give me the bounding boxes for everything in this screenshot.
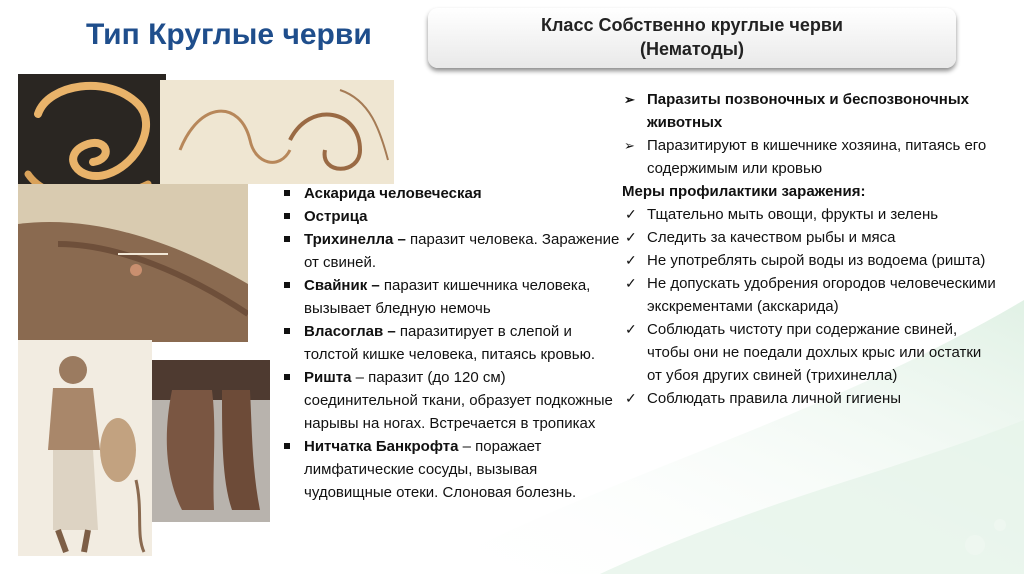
list-item: ✓ Не допускать удобрения огородов человеческими экскрементами (акскарида) xyxy=(622,272,997,318)
list-item: ➢ Паразиты позвоночных и беспозвоночных животных xyxy=(622,88,997,134)
list-item: Аскарида человеческая xyxy=(282,182,622,205)
list-item: ✓ Соблюдать чистоту при содержание свиней, чтобы они не поедали дохлых крыс или остатки от убоя других свиней (трихинелла) xyxy=(622,318,997,387)
list-item: Острица xyxy=(282,205,622,228)
characteristics-list xyxy=(622,88,997,180)
list-item: ✓ Следить за качеством рыбы и мяса xyxy=(622,226,997,249)
class-name: Класс Собственно круглые черви xyxy=(541,15,843,35)
list-item: Ришта – паразит (до 120 см) соединительной ткани, образует подкожные нарывы на ногах. Встречается в тропиках xyxy=(282,366,622,435)
pinworm-photo xyxy=(160,80,394,184)
elephantiasis-illustration xyxy=(18,340,152,556)
list-item: Свайник – паразит кишечника человека, вызывает бледную немочь xyxy=(282,274,622,320)
list-item: ➢ Паразитируют в кишечнике хозяина, питаясь его содержимым или кровью xyxy=(622,134,997,180)
list-item: Трихинелла – паразит человека. Заражение от свиней. xyxy=(282,228,622,274)
swollen-legs-photo xyxy=(152,360,270,522)
species-list xyxy=(282,182,622,504)
class-subname: (Нематоды) xyxy=(640,39,744,59)
class-header-box xyxy=(428,8,956,68)
list-item: Власоглав – паразитирует в слепой и толстой кишке человека, питаясь кровью. xyxy=(282,320,622,366)
guinea-worm-photo xyxy=(18,184,248,342)
list-item: ✓ Не употреблять сырой воды из водоема (ришта) xyxy=(622,249,997,272)
list-item: ✓ Соблюдать правила личной гигиены xyxy=(622,387,997,410)
class-description xyxy=(622,88,997,410)
prevention-heading: Меры профилактики заражения: xyxy=(622,183,866,200)
prevention-list xyxy=(622,203,997,410)
list-item: ✓ Тщательно мыть овощи, фрукты и зелень xyxy=(622,203,997,226)
slide-title: Тип Круглые черви xyxy=(86,18,372,51)
list-item: Нитчатка Банкрофта – поражает лимфатические сосуды, вызывая чудовищные отеки. Слоновая болезнь. xyxy=(282,435,622,504)
